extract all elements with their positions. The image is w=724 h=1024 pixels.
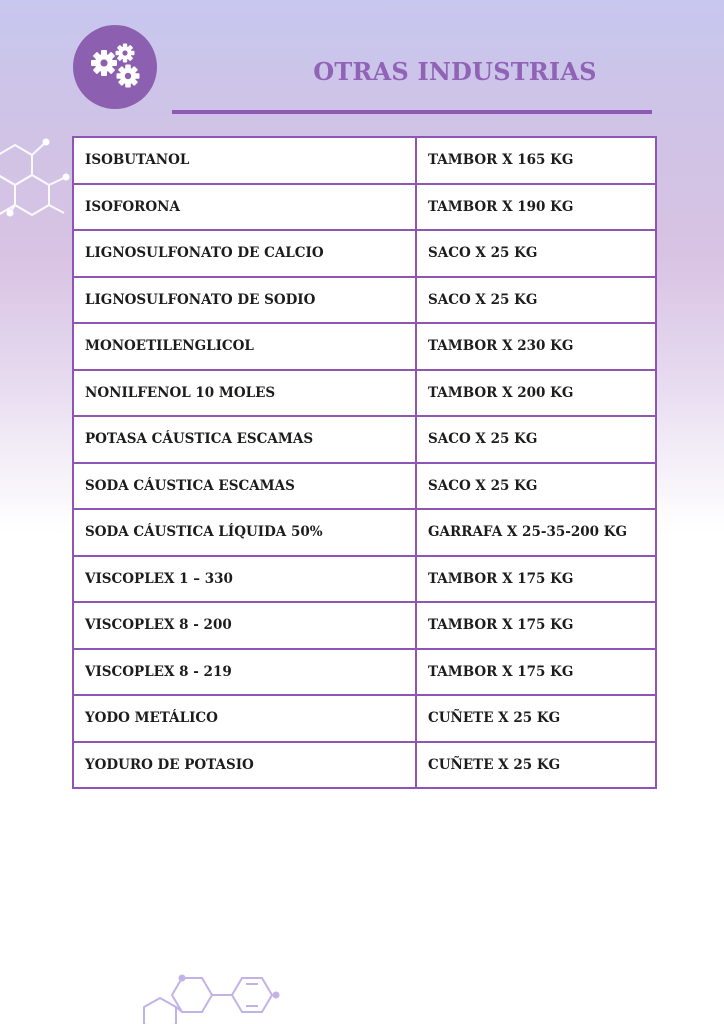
- packaging-cell: TAMBOR X 175 KG: [416, 602, 656, 649]
- table-row: [73, 463, 656, 510]
- product-name-cell: POTASA CÁUSTICA ESCAMAS: [73, 416, 416, 463]
- table-row: [73, 416, 656, 463]
- packaging-cell: SACO X 25 KG: [416, 463, 656, 510]
- products-table: [72, 136, 657, 789]
- table-row: [73, 649, 656, 696]
- packaging-cell: SACO X 25 KG: [416, 230, 656, 277]
- packaging-cell: CUÑETE X 25 KG: [416, 742, 656, 789]
- packaging-cell: GARRAFA X 25-35-200 KG: [416, 509, 656, 556]
- page-title: OTRAS INDUSTRIAS: [313, 57, 597, 86]
- product-name-cell: SODA CÁUSTICA LÍQUIDA 50%: [73, 509, 416, 556]
- table-row: [73, 323, 656, 370]
- products-table-container: [72, 136, 652, 789]
- packaging-cell: SACO X 25 KG: [416, 416, 656, 463]
- product-name-cell: VISCOPLEX 1 – 330: [73, 556, 416, 603]
- table-row: [73, 370, 656, 417]
- product-name-cell: YODO METÁLICO: [73, 695, 416, 742]
- table-row: [73, 602, 656, 649]
- packaging-cell: TAMBOR X 230 KG: [416, 323, 656, 370]
- packaging-cell: TAMBOR X 175 KG: [416, 649, 656, 696]
- product-name-cell: SODA CÁUSTICA ESCAMAS: [73, 463, 416, 510]
- packaging-cell: TAMBOR X 175 KG: [416, 556, 656, 603]
- table-row: [73, 509, 656, 556]
- packaging-cell: SACO X 25 KG: [416, 277, 656, 324]
- product-name-cell: ISOBUTANOL: [73, 137, 416, 184]
- table-row: [73, 137, 656, 184]
- product-name-cell: YODURO DE POTASIO: [73, 742, 416, 789]
- title-underline: [172, 110, 652, 114]
- packaging-cell: TAMBOR X 200 KG: [416, 370, 656, 417]
- product-name-cell: VISCOPLEX 8 - 200: [73, 602, 416, 649]
- molecule-decoration-bottom-icon: [136, 970, 286, 1024]
- product-name-cell: ISOFORONA: [73, 184, 416, 231]
- packaging-cell: TAMBOR X 165 KG: [416, 137, 656, 184]
- product-name-cell: NONILFENOL 10 MOLES: [73, 370, 416, 417]
- category-badge: [73, 25, 157, 109]
- table-row: [73, 742, 656, 789]
- table-row: [73, 230, 656, 277]
- products-table-body: [73, 137, 656, 788]
- product-name-cell: LIGNOSULFONATO DE SODIO: [73, 277, 416, 324]
- table-row: [73, 695, 656, 742]
- table-row: [73, 277, 656, 324]
- product-name-cell: LIGNOSULFONATO DE CALCIO: [73, 230, 416, 277]
- table-row: [73, 184, 656, 231]
- table-row: [73, 556, 656, 603]
- gears-icon: [73, 25, 157, 109]
- molecule-decoration-icon: [0, 130, 80, 240]
- packaging-cell: TAMBOR X 190 KG: [416, 184, 656, 231]
- product-name-cell: VISCOPLEX 8 - 219: [73, 649, 416, 696]
- packaging-cell: CUÑETE X 25 KG: [416, 695, 656, 742]
- product-name-cell: MONOETILENGLICOL: [73, 323, 416, 370]
